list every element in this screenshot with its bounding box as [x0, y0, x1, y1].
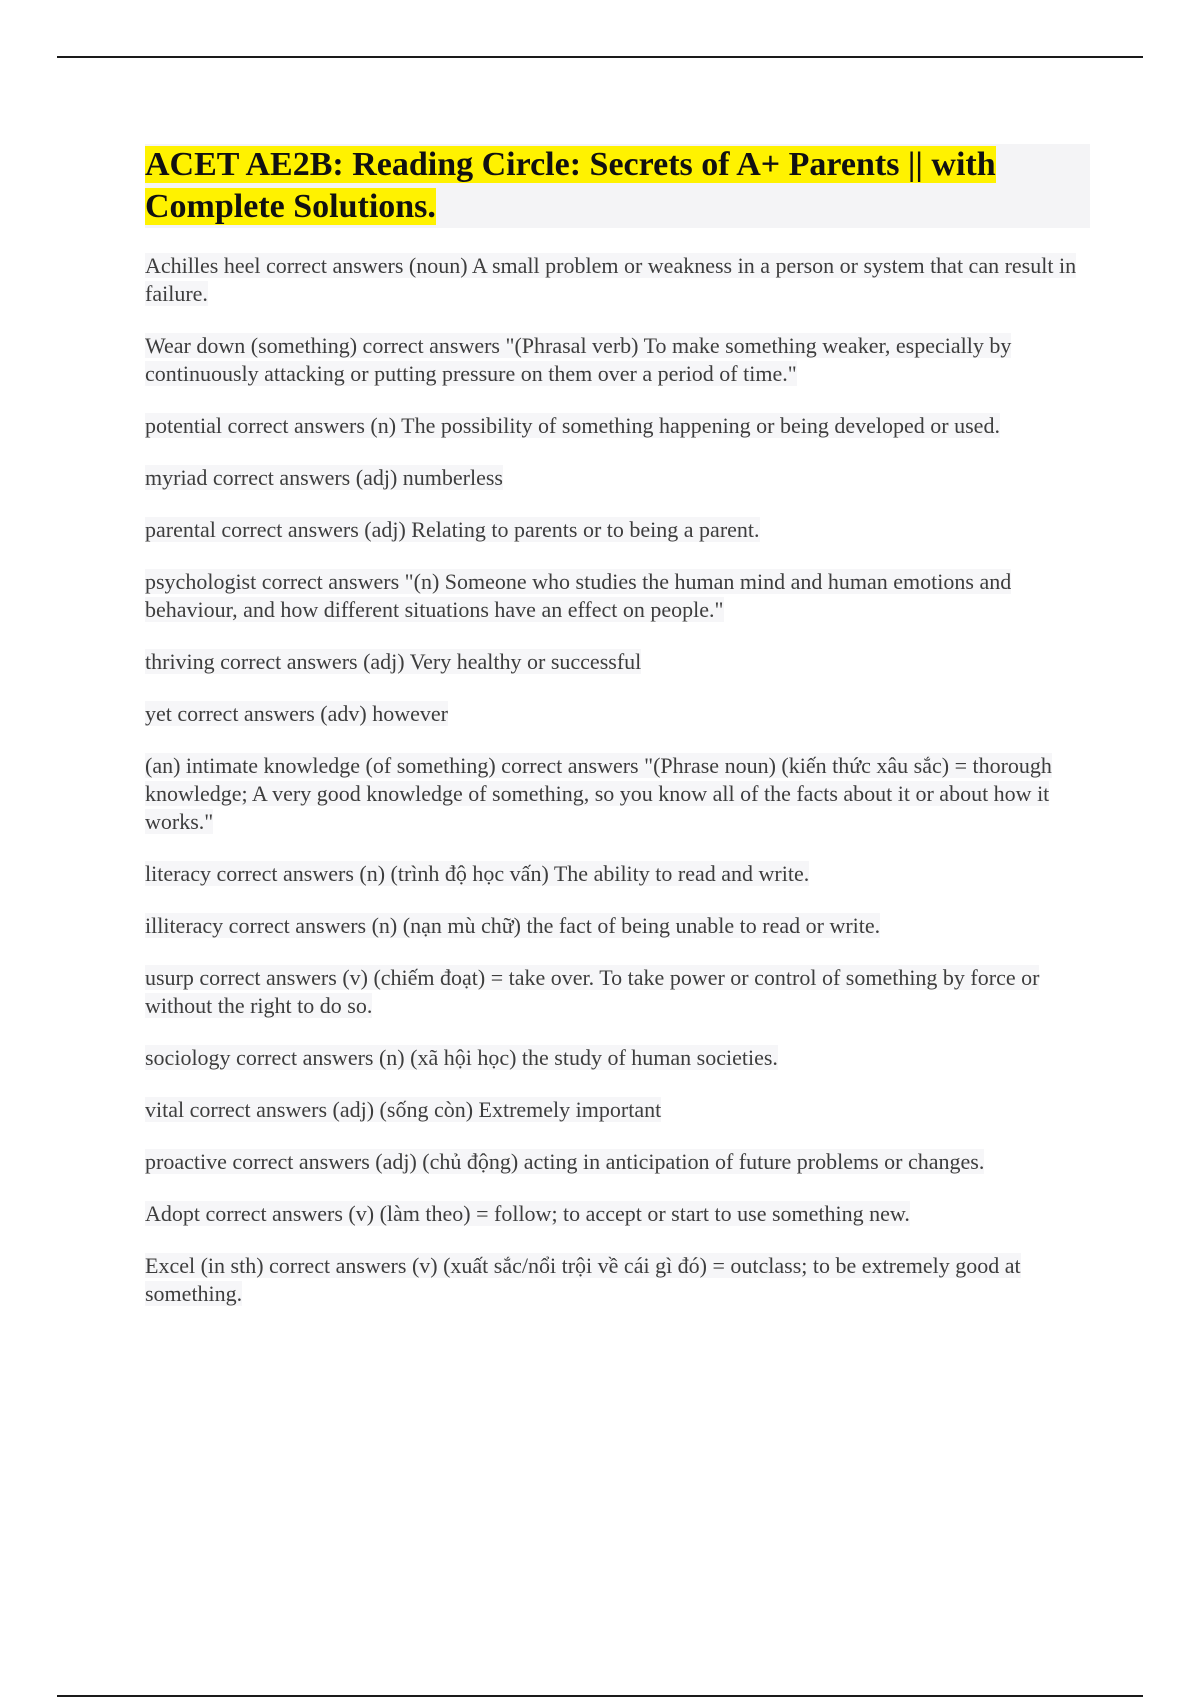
list-item: [145, 464, 1090, 492]
list-item: [145, 1200, 1090, 1228]
entry-text: potential correct answers (n) The possibility of something happening or being developed or used.: [145, 413, 1000, 438]
list-item: [145, 1096, 1090, 1124]
list-item: [145, 1044, 1090, 1072]
entry-text: parental correct answers (adj) Relating to parents or to being a parent.: [145, 517, 760, 542]
flashcard-list: [145, 252, 1090, 1308]
document-title-text: ACET AE2B: Reading Circle: Secrets of A+ Parents || with Complete Solutions.: [145, 146, 996, 225]
title-block: [145, 144, 1090, 228]
document-body: [145, 144, 1090, 1332]
entry-text: psychologist correct answers "(n) Someone who studies the human mind and human emotions and behaviour, and how different situations have an effect on people.": [145, 569, 1012, 622]
entry-text: Adopt correct answers (v) (làm theo) = follow; to accept or start to use something new.: [145, 1201, 910, 1226]
list-item: [145, 752, 1090, 836]
entry-text: yet correct answers (adv) however: [145, 701, 448, 726]
list-item: [145, 252, 1090, 308]
entry-text: myriad correct answers (adj) numberless: [145, 465, 503, 490]
entry-text: vital correct answers (adj) (sống còn) Extremely important: [145, 1097, 662, 1122]
document-title: [145, 144, 1090, 228]
list-item: [145, 964, 1090, 1020]
entry-text: literacy correct answers (n) (trình độ học vấn) The ability to read and write.: [145, 861, 810, 886]
list-item: [145, 1148, 1090, 1176]
entry-text: proactive correct answers (adj) (chủ động) acting in anticipation of future problems or changes.: [145, 1149, 985, 1174]
list-item: [145, 912, 1090, 940]
list-item: [145, 1252, 1090, 1308]
entry-text: (an) intimate knowledge (of something) correct answers "(Phrase noun) (kiến thức xâu sắc) = thorough knowledge; A very good knowledge of something, so you know all of the facts about it or about how it works.": [145, 753, 1052, 834]
top-rule: [57, 56, 1143, 58]
list-item: [145, 860, 1090, 888]
list-item: [145, 568, 1090, 624]
bottom-rule: [57, 1695, 1143, 1697]
list-item: [145, 332, 1090, 388]
entry-text: sociology correct answers (n) (xã hội học) the study of human societies.: [145, 1045, 778, 1070]
list-item: [145, 700, 1090, 728]
entry-text: Achilles heel correct answers (noun) A small problem or weakness in a person or system that can result in failure.: [145, 253, 1077, 306]
list-item: [145, 648, 1090, 676]
entry-text: usurp correct answers (v) (chiếm đoạt) = take over. To take power or control of something by force or without the right to do so.: [145, 965, 1040, 1018]
list-item: [145, 412, 1090, 440]
entry-text: Wear down (something) correct answers "(Phrasal verb) To make something weaker, especially by continuously attacking or putting pressure on them over a period of time.": [145, 333, 1012, 386]
list-item: [145, 516, 1090, 544]
entry-text: Excel (in sth) correct answers (v) (xuất sắc/nổi trội về cái gì đó) = outclass; to be extremely good at something.: [145, 1253, 1021, 1306]
entry-text: thriving correct answers (adj) Very healthy or successful: [145, 649, 642, 674]
entry-text: illiteracy correct answers (n) (nạn mù chữ) the fact of being unable to read or write.: [145, 913, 881, 938]
